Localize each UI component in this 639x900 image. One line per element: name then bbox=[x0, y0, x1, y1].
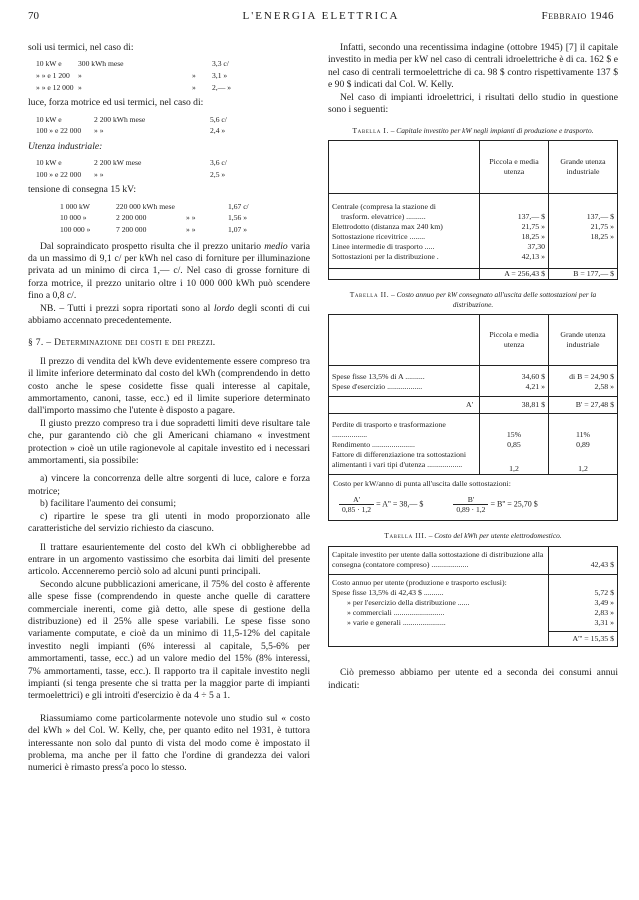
cell: 37,30 bbox=[480, 242, 549, 252]
cell: 3,31 » bbox=[549, 618, 618, 632]
cell bbox=[549, 574, 618, 588]
cell: 2 200 kWh mese bbox=[94, 114, 146, 124]
equation-b-result: = B'' = 25,70 $ bbox=[490, 499, 538, 509]
cell: 1,07 » bbox=[228, 224, 247, 234]
table-row bbox=[60, 213, 249, 223]
cell: Fattore di differenziazione tra sottostazioni alimentanti i vari tipi d'utenza .................. bbox=[332, 450, 467, 470]
text-span: NB. – Tutti i prezzi sopra riportati sono al bbox=[40, 302, 211, 314]
cell: A' bbox=[329, 397, 480, 414]
tariff-table-4 bbox=[58, 200, 251, 237]
tariff-table-3 bbox=[34, 156, 229, 181]
cell: » » bbox=[186, 224, 196, 234]
para-infatti: Infatti, secondo una recentissima indagine (ottobre 1945) [7] il capitale investito in media per kW nel caso di centrali idroelettriche è di ca. 162 $ e nel caso di centrali termoelettriche di ca. 98 $ contro rispettivamente 137 $ e 90 $ indicati dal Col. W. Kelly. bbox=[328, 42, 618, 91]
cell: 15% bbox=[480, 414, 549, 441]
header-cell: Piccola e media utenza bbox=[480, 141, 549, 194]
cell: » » bbox=[186, 213, 196, 223]
para-nb bbox=[28, 303, 310, 328]
table-1 bbox=[328, 140, 618, 280]
table-header-row bbox=[329, 141, 618, 194]
denominator: 0,89 · 1,2 bbox=[456, 505, 486, 515]
cell: 2 200 000 bbox=[116, 213, 147, 223]
table-2 bbox=[329, 315, 617, 474]
text-span: degli sconti di cui abbiamo accennato precedentemente. bbox=[28, 302, 311, 326]
cell: 10 000 » bbox=[60, 213, 87, 223]
caption-label: Tabella II. bbox=[349, 290, 390, 300]
header-cell: Grande utenza industriale bbox=[549, 141, 618, 194]
cell: 0,89 bbox=[549, 440, 618, 450]
cell: B' = 27,48 $ bbox=[549, 397, 618, 414]
table-row bbox=[60, 202, 249, 212]
cell: 0,85 bbox=[480, 440, 549, 450]
section-7-heading: § 7. – Determinazione dei costi e dei prezzi. bbox=[28, 337, 216, 349]
header-cell bbox=[329, 315, 480, 366]
header-cell: Grande utenza industriale bbox=[549, 315, 618, 366]
cell: » » bbox=[94, 126, 104, 136]
para-4: Secondo alcune pubblicazioni americane, il 75% del costo è afferente alle spese fisse (comprendendo in queste anche quelle di carattere commerciale inerenti, come già detto, alle spese di gestione della distribuzione) ed il 25% alle spese variabili. Le spese fisse sono variamente computate, e cioè da un minimo di 11,5-12% del capitale investito negli impianti (6% interessi al capitale, 5,5-6% per ammortamenti, tasse, ecc.) ad un valore medio del 15% (8% interessi, 7% ammortamenti, tasse, ecc.). Il rapporto tra il capitale investito negli impianti (si tenga presente che si tratta per la maggior parte di impianti termoelettrici) e gli introiti d'esercizio è da 4 ÷ 5 a 1. bbox=[28, 578, 310, 702]
table-row bbox=[329, 252, 618, 269]
cell: 10 kW e bbox=[36, 114, 62, 124]
header-cell: Piccola e media utenza bbox=[480, 315, 549, 366]
para-5: Riassumiamo come particolarmente notevole uno studio sul « costo del kWh » del Col. W. Kelly, che, per quanto edito nel 1931, è tuttora interessante non solo dal punto di vista del modo come è impostato il problema, ma anche per il fatto che l'ordine di grandezza dei valori numerici è rimasto press'a poco lo stesso. bbox=[28, 712, 310, 774]
table-row bbox=[36, 170, 227, 180]
utenza-industriale-heading: Utenza industriale: bbox=[28, 140, 103, 152]
cell: 2,4 » bbox=[210, 126, 226, 136]
cell bbox=[480, 194, 549, 213]
table-row bbox=[36, 126, 227, 136]
cell: 7 200 000 bbox=[116, 224, 147, 234]
cell: 3,1 » bbox=[212, 71, 228, 80]
para-1: Il prezzo di vendita del kWh deve evidentemente essere compreso tra il limite inferiore determinato dal costo del kWh (comprendendo in detto costo anche le spese cosidette fisse quali interesse al capitale, ammortamento, canoni, tasse, ecc.) ed il limite superiore determinato dall'importo massimo che l'utente è disposto a pagare. bbox=[28, 355, 310, 417]
equation-a-result: = A'' = 38,— $ bbox=[376, 499, 424, 509]
cell: 2,58 » bbox=[549, 382, 618, 397]
table-total-row bbox=[329, 632, 618, 647]
table-row bbox=[329, 440, 617, 450]
cell: Sottostazioni per la distribuzione . bbox=[332, 252, 439, 262]
table-row bbox=[329, 574, 618, 588]
para-2: Il giusto prezzo compreso tra i due sopradetti limiti deve risultare tale che, pur garantendo ciò che gli Americani chiamano « investment protection » cioè un utile ragionevole al capitale investito ed i necessari ammortamenti, sia possibile: bbox=[28, 417, 310, 467]
para-nel-caso: Nel caso di impianti idroelettrici, i risultati dello studio in questione sono i seguenti: bbox=[328, 91, 618, 116]
cell: 21,75 » bbox=[480, 222, 549, 232]
cell: » bbox=[192, 82, 196, 92]
para-cio: Ciò premesso abbiamo per utente ed a seconda dei consumi annui indicati: bbox=[328, 667, 618, 691]
cell: 1,2 bbox=[480, 450, 549, 474]
table-row bbox=[36, 71, 231, 81]
cell bbox=[549, 252, 618, 269]
cell: » bbox=[78, 71, 82, 80]
table-2-frame bbox=[328, 314, 618, 521]
cell: » » e 1 200 bbox=[36, 71, 70, 80]
table-3-caption: Tabella III. – Costo del kWh per utente elettrodomestico. bbox=[384, 531, 562, 541]
list-item-b: b) facilitare l'aumento dei consumi; bbox=[40, 498, 176, 510]
cell: 5,6 c/ bbox=[210, 114, 227, 124]
cell: 2,— » bbox=[212, 82, 231, 92]
cell: 21,75 » bbox=[549, 222, 618, 232]
fraction-b bbox=[453, 495, 488, 514]
text-span: varia da un massimo di 9,1 c/ per kWh nel caso di forniture per illuminazione privata ad un minimo di circa 1,— c/. Nel caso di grosse forniture di forza motrice, il prezzo unitario oltre i 10 000 000 kWh può scendere fino a 0,8 c/. bbox=[28, 240, 310, 302]
para-soli: soli usi termici, nel caso di: bbox=[28, 42, 134, 53]
cell: 137,— $ bbox=[480, 212, 549, 222]
peak-cost-block bbox=[329, 474, 617, 520]
cell: » per l'esercizio della distribuzione ...... bbox=[347, 597, 470, 607]
caption-text: Costo annuo per kW consegnato all'uscita delle sottostazioni per la distribuzione. bbox=[396, 290, 597, 309]
journal-title: L'ENERGIA ELETTRICA bbox=[242, 10, 400, 22]
para-dal bbox=[28, 241, 310, 303]
cell: A = 256,43 $ bbox=[480, 269, 549, 280]
cell: Spese fisse 13,5% di A .......... bbox=[332, 372, 425, 382]
cell: Perdite di trasporto e trasformazione .................. bbox=[332, 420, 446, 440]
fraction-a bbox=[339, 495, 374, 514]
caption-text: Costo del kWh per utente elettrodomestico. bbox=[434, 531, 562, 541]
left-column bbox=[28, 42, 310, 775]
cell: Rendimento ...................... bbox=[332, 440, 415, 450]
tariff-table-1 bbox=[34, 57, 233, 94]
cell: 3,49 » bbox=[549, 598, 618, 608]
cell: 3,6 c/ bbox=[210, 158, 227, 168]
caption-text: Capitale investito per kW negli impianti di produzione e trasporto. bbox=[396, 126, 594, 136]
cell bbox=[549, 194, 618, 213]
list-item-c: c) ripartire le spese tra gli utenti in modo proporzionato alle caratteristiche del servizio richiesto da ciascuno. bbox=[28, 510, 310, 535]
cell: 34,60 $ bbox=[480, 366, 549, 383]
table-2-caption: Tabella II. – Costo annuo per kW consegnato all'uscita delle sottostazioni per la distribuzione. bbox=[349, 290, 597, 309]
cell: 1 000 kW bbox=[60, 201, 90, 211]
cell: Elettrodotto (distanza max 240 km) bbox=[332, 222, 443, 232]
cell: 38,81 $ bbox=[480, 397, 549, 414]
cell: Capitale investito per utente dalla sottostazione di distribuzione alla consegna (contatore compreso) ................... bbox=[329, 546, 549, 574]
page-number: 70 bbox=[28, 10, 39, 22]
caption-label: Tabella I. bbox=[352, 126, 389, 136]
denominator: 0,85 · 1,2 bbox=[342, 505, 372, 515]
cell: Spese fisse 13,5% di 42,43 $ .......... bbox=[332, 587, 444, 597]
cell: 1,67 c/ bbox=[228, 201, 249, 211]
cell: 10 kW e bbox=[36, 59, 62, 69]
table-row bbox=[329, 242, 618, 252]
cell: 42,13 » bbox=[480, 252, 549, 269]
table-row bbox=[36, 59, 231, 69]
table-row bbox=[329, 222, 618, 232]
cell: 300 kWh mese bbox=[78, 59, 124, 69]
cell: 5,72 $ bbox=[549, 588, 618, 598]
cell: Linee intermedie di trasporto ..... bbox=[332, 242, 435, 252]
table-row bbox=[329, 232, 618, 242]
cell: 2 200 kW mese bbox=[94, 158, 142, 168]
cell: » » bbox=[94, 169, 104, 179]
cell: » bbox=[192, 71, 196, 80]
cell: » commerciali .......................... bbox=[347, 607, 445, 617]
table-row bbox=[329, 618, 618, 632]
cell bbox=[549, 242, 618, 252]
cell bbox=[329, 632, 549, 647]
list-item-a: a) vincere la concorrenza delle altre sorgenti di luce, calore e forza motrice; bbox=[28, 473, 310, 497]
para-3: Il trattare esaurientemente del costo del kWh ci obbligherebbe ad entrare in un argomento vastissimo che esorbita dai limiti del presente articolo. Accenneremo perciò solo ad alcuni punti principali. bbox=[28, 541, 310, 578]
header-cell bbox=[329, 141, 480, 194]
cell: 1,2 bbox=[549, 450, 618, 474]
issue-date: Febbraio 1946 bbox=[541, 10, 614, 22]
cell: 100 » e 22 000 bbox=[36, 169, 82, 179]
cell: di B = 24,90 $ bbox=[549, 366, 618, 383]
cell: » » e 12 000 bbox=[36, 82, 74, 92]
table-row bbox=[329, 608, 618, 618]
right-column bbox=[328, 42, 618, 692]
cell: 100 » e 22 000 bbox=[36, 126, 82, 136]
peak-cost-text: Costo per kW/anno di punta all'uscita dalle sottostazioni: bbox=[333, 479, 511, 489]
cell: 1,56 » bbox=[228, 213, 247, 223]
cell: 4,21 » bbox=[480, 382, 549, 397]
table-1-caption: Tabella I. – Capitale investito per kW negli impianti di produzione e trasporto. bbox=[352, 126, 594, 136]
table-header-row bbox=[329, 315, 617, 366]
page-header bbox=[28, 10, 614, 26]
cell: Sottostazione ricevitrice ........ bbox=[332, 232, 426, 242]
table-row bbox=[36, 115, 227, 125]
table-row bbox=[329, 366, 617, 383]
cell: » varie e generali ...................... bbox=[347, 617, 446, 627]
cell: 18,25 » bbox=[549, 232, 618, 242]
para-tensione: tensione di consegna 15 kV: bbox=[28, 184, 136, 196]
table-row bbox=[329, 598, 618, 608]
text-span: Dal sopraindicato prospetto risulta che il prezzo unitario bbox=[40, 240, 262, 252]
table-3 bbox=[328, 546, 618, 648]
table-row bbox=[329, 212, 618, 222]
caption-label: Tabella III. bbox=[384, 531, 427, 541]
cell: » bbox=[78, 82, 82, 92]
cell: 100 000 » bbox=[60, 224, 91, 234]
table-total-row bbox=[329, 269, 618, 280]
cell: A''' = 15,35 $ bbox=[549, 632, 618, 647]
cell: trasform. elevatrice) .......... bbox=[341, 212, 426, 222]
cell: Centrale (compresa la stazione di bbox=[332, 202, 436, 212]
cell: 42,43 $ bbox=[549, 546, 618, 574]
cell: Costo annuo per utente (produzione e trasporto esclusi): bbox=[332, 577, 507, 587]
cell: 2,83 » bbox=[549, 608, 618, 618]
equations bbox=[339, 495, 613, 514]
cell: 220 000 kWh mese bbox=[116, 201, 175, 211]
cell: 2,5 » bbox=[210, 169, 226, 179]
table-row bbox=[36, 158, 227, 168]
cell: Spese d'esercizio .................. bbox=[332, 382, 423, 392]
tariff-table-2 bbox=[34, 113, 229, 138]
table-row bbox=[329, 397, 617, 414]
table-row bbox=[36, 83, 231, 93]
table-row bbox=[329, 414, 617, 441]
numerator: A' bbox=[339, 495, 374, 505]
para-luce: luce, forza motrice ed usi termici, nel caso di: bbox=[28, 97, 204, 109]
cell: B = 177,— $ bbox=[549, 269, 618, 280]
text-span: medio bbox=[264, 240, 288, 252]
text-span: lordo bbox=[213, 302, 235, 314]
cell: 137,— $ bbox=[549, 212, 618, 222]
cell: 11% bbox=[549, 414, 618, 441]
table-row bbox=[329, 450, 617, 474]
table-row bbox=[329, 546, 618, 574]
table-row bbox=[60, 225, 249, 235]
cell: 10 kW e bbox=[36, 158, 62, 168]
table-row bbox=[329, 588, 618, 598]
cell bbox=[329, 269, 480, 280]
cell: 3,3 c/ bbox=[212, 59, 229, 69]
numerator: B' bbox=[453, 495, 488, 505]
table-row bbox=[329, 194, 618, 213]
cell bbox=[192, 59, 210, 69]
table-row bbox=[329, 382, 617, 397]
cell: 18,25 » bbox=[480, 232, 549, 242]
